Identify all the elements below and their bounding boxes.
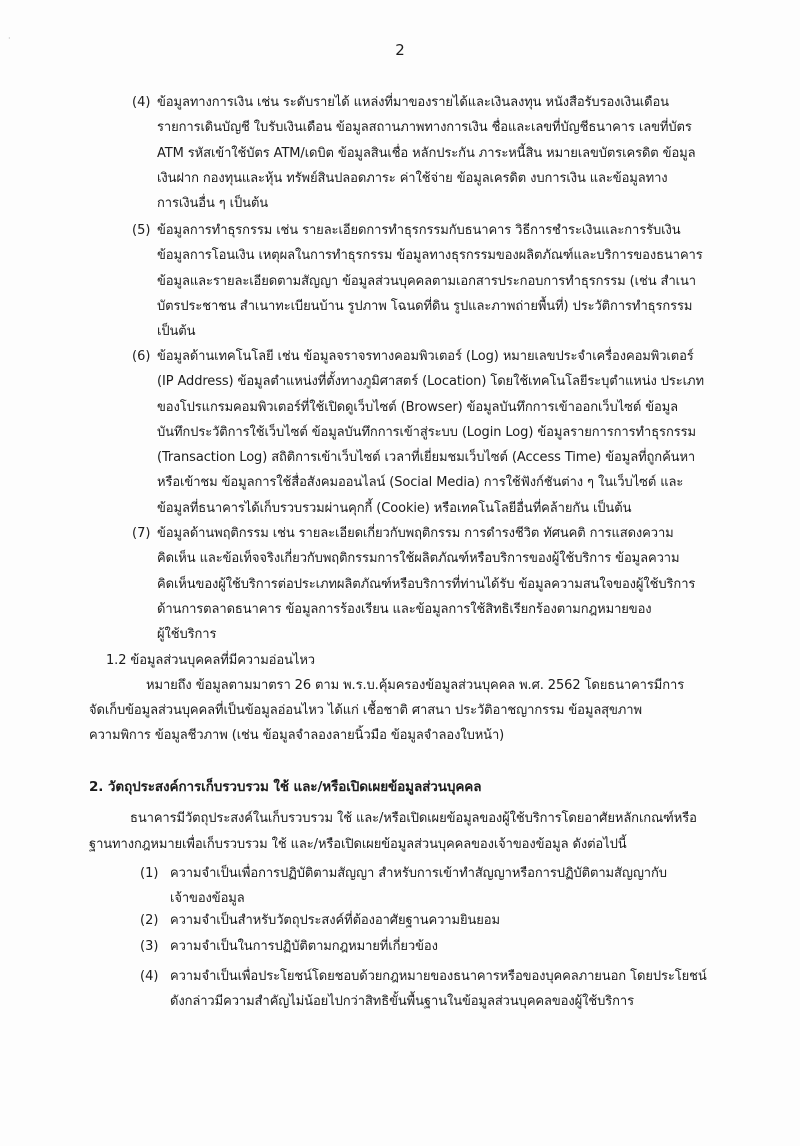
sec1-item-6-line-6: หรือเข้าชม ข้อมูลการใช้สื่อสังคมออนไลน์ (Social Media) การใช้ฟังก์ชันต่าง ๆ ในเว็บไซต์ และ bbox=[157, 475, 684, 491]
sec1-2-body-cont bbox=[89, 698, 642, 749]
sec1-item-7-line-2: คิดเห็น และข้อเท็จจริงเกี่ยวกับพฤติกรรมการใช้ผลิตภัณฑ์หรือบริการของผู้ใช้บริการ ข้อมูลความ bbox=[157, 551, 680, 567]
sec1-item-6-line-5: (Transaction Log) สถิติการเข้าเว็บไซต์ เวลาที่เยี่ยมชมเว็บไซต์ (Access Time) ข้อมูลที่ถูกค้นหา bbox=[157, 450, 696, 466]
sec2-item-4-number: (4) bbox=[140, 969, 159, 984]
sec1-item-7-line-3: คิดเห็นของผู้ใช้บริการต่อประเภทผลิตภัณฑ์หรือบริการที่ท่านได้รับ ข้อมูลความสนใจของผู้ใช้บริการ bbox=[157, 576, 696, 592]
sec1-item-5-line-5: เป็นต้น bbox=[157, 324, 196, 340]
sec2-item-3-line-1: ความจำเป็นในการปฏิบัติตามกฎหมายที่เกี่ยวข้อง bbox=[170, 939, 438, 954]
sec2-item-4-line-1: ความจำเป็นเพื่อประโยชน์โดยชอบด้วยกฎหมายของธนาคารหรือของบุคคลภายนอก โดยประโยชน์ bbox=[170, 969, 707, 984]
sec1-item-5-line-3: ข้อมูลและรายละเอียดตามสัญญา ข้อมูลส่วนบุคคลตามเอกสารประกอบการทำธุรกรรม (เช่น สำเนา bbox=[157, 273, 697, 289]
sec1-2 bbox=[106, 648, 315, 673]
sec1-item-4-line-4: เงินฝาก กองทุนและหุ้น ทรัพย์สินปลอดภาระ ค่าใช้จ่าย ข้อมูลเครดิต งบการเงิน และข้อมูลทาง bbox=[157, 170, 668, 186]
sec1-item-4-line-1: ข้อมูลทางการเงิน เช่น ระดับรายได้ แหล่งที่มาของรายได้และเงินลงทุน หนังสือรับรองเงินเดือน bbox=[157, 95, 669, 110]
sec2-intro-line-2: ฐานทางกฎหมายเพื่อเก็บรวบรวม ใช้ และ/หรือเปิดเผยข้อมูลส่วนบุคคลของเจ้าของข้อมูล ดังต่อไปนี้ bbox=[89, 837, 627, 852]
sec1-item-6-line-4: บันทึกประวัติการใช้เว็บไซต์ ข้อมูลบันทึกการเข้าสู่ระบบ (Login Log) ข้อมูลรายการการทำธุรกรรม bbox=[157, 424, 696, 440]
sec1-item-7-number: (7) bbox=[132, 526, 151, 541]
sec1-item-5-line-1: ข้อมูลการทำธุรกรรม เช่น รายละเอียดการทำธุรกรรมกับธนาคาร วิธีการชำระเงินและการรับเงิน bbox=[157, 223, 681, 238]
sec1-item-4-line-3: ATM รหัสเข้าใช้บัตร ATM/เดบิต ข้อมูลสินเชื่อ หลักประกัน ภาระหนี้สิน หมายเลขบัตรเครดิต ข้อมูล bbox=[157, 145, 696, 161]
sec2-intro-rest bbox=[89, 832, 627, 857]
sec1-item-4-line-5: การเงินอื่น ๆ เป็นต้น bbox=[157, 196, 269, 212]
sec2-heading: 2. วัตถุประสงค์การเก็บรวบรวม ใช้ และ/หรือเปิดเผยข้อมูลส่วนบุคคล bbox=[89, 779, 482, 795]
sec1-item-6-line-7: ข้อมูลที่ธนาคารได้เก็บรวบรวมผ่านคุกกี้ (Cookie) หรือเทคโนโลยีอื่นที่คล้ายกัน เป็นต้น bbox=[157, 500, 632, 516]
sec1-item-7-line-1: ข้อมูลด้านพฤติกรรม เช่น รายละเอียดเกี่ยวกับพฤติกรรม การดำรงชีวิต ทัศนคติ การแสดงความ bbox=[157, 526, 674, 541]
sec1-item-4-number: (4) bbox=[132, 95, 151, 110]
sec2-heading-block bbox=[89, 775, 481, 800]
sec1-item-5-line-4: บัตรประชาชน สำเนาทะเบียนบ้าน รูปภาพ โฉนดที่ดิน รูปและภาพถ่ายพื้นที่) ประวัติการทำธุรกรรม bbox=[157, 298, 693, 314]
sec1-2-heading: 1.2 ข้อมูลส่วนบุคคลที่มีความอ่อนไหว bbox=[106, 653, 315, 668]
sec1-item-6-line-3: ของโปรแกรมคอมพิวเตอร์ที่ใช้เปิดดูเว็บไซต์ (Browser) ข้อมูลบันทึกการเข้าออกเว็บไซต์ ข้อมูล bbox=[157, 399, 679, 415]
scan-artifact: · bbox=[8, 34, 11, 43]
sec2-item-1-line-1: ความจำเป็นเพื่อการปฏิบัติตามสัญญา สำหรับการเข้าทำสัญญาหรือการปฏิบัติตามสัญญากับ bbox=[170, 866, 667, 881]
sec2-intro-line-1: ธนาคารมีวัตถุประสงค์ในเก็บรวบรวม ใช้ และ/หรือเปิดเผยข้อมูลของผู้ใช้บริการโดยอาศัยหลักเกณฑ์หรือ bbox=[130, 811, 697, 826]
sec1-item-7-line-5: ผู้ใช้บริการ bbox=[157, 627, 217, 643]
sec1-2-body bbox=[146, 673, 684, 698]
sec1-item-5-number: (5) bbox=[132, 223, 151, 238]
sec2-item-2-line-1: ความจำเป็นสำหรับวัตถุประสงค์ที่ต้องอาศัยฐานความยินยอม bbox=[170, 913, 500, 928]
sec1-2-line-2: จัดเก็บข้อมูลส่วนบุคคลที่เป็นข้อมูลอ่อนไหว ได้แก่ เชื้อชาติ ศาสนา ประวัติอาชญากรรม ข้อมูลสุขภาพ bbox=[89, 703, 642, 718]
page-number: 2 bbox=[395, 41, 405, 59]
sec2-item-2-number: (2) bbox=[140, 913, 159, 928]
sec1-2-line-3: ความพิการ ข้อมูลชีวภาพ (เช่น ข้อมูลจำลองลายนิ้วมือ ข้อมูลจำลองใบหน้า) bbox=[89, 728, 505, 744]
sec2-item-4-line-2: ดังกล่าวมีความสำคัญไม่น้อยไปกว่าสิทธิขั้นพื้นฐานในข้อมูลส่วนบุคคลของผู้ใช้บริการ bbox=[170, 994, 634, 1010]
sec1-item-6-line-2: (IP Address) ข้อมูลตำแหน่งที่ตั้งทางภูมิศาสตร์ (Location) โดยใช้เทคโนโลยีระบุตำแหน่ง ประเภท bbox=[157, 374, 704, 390]
sec1-2-line-1: หมายถึง ข้อมูลตามมาตรา 26 ตาม พ.ร.บ.คุ้มครองข้อมูลส่วนบุคคล พ.ศ. 2562 โดยธนาคารมีการ bbox=[146, 678, 685, 693]
sec2-item-1-line-2: เจ้าของข้อมูล bbox=[170, 891, 245, 907]
sec2-intro-first bbox=[130, 806, 697, 831]
sec2-item-3-number: (3) bbox=[140, 939, 159, 954]
sec1-item-5-line-2: ข้อมูลการโอนเงิน เหตุผลในการทำธุรกรรม ข้อมูลทางธุรกรรมของผลิตภัณฑ์และบริการของธนาคาร bbox=[157, 248, 703, 264]
sec1-item-6-number: (6) bbox=[132, 349, 151, 364]
sec2-item-1-number: (1) bbox=[140, 866, 159, 881]
sec1-item-7-line-4: ด้านการตลาดธนาคาร ข้อมูลการร้องเรียน และข้อมูลการใช้สิทธิเรียกร้องตามกฎหมายของ bbox=[157, 601, 652, 617]
sec1-item-6-line-1: ข้อมูลด้านเทคโนโลยี เช่น ข้อมูลจราจรทางคอมพิวเตอร์ (Log) หมายเลขประจำเครื่องคอมพิวเตอร์ bbox=[157, 349, 694, 364]
sec1-item-4-line-2: รายการเดินบัญชี ใบรับเงินเดือน ข้อมูลสถานภาพทางการเงิน ชื่อและเลขที่บัญชีธนาคาร เลขที่บัตร bbox=[157, 120, 692, 136]
